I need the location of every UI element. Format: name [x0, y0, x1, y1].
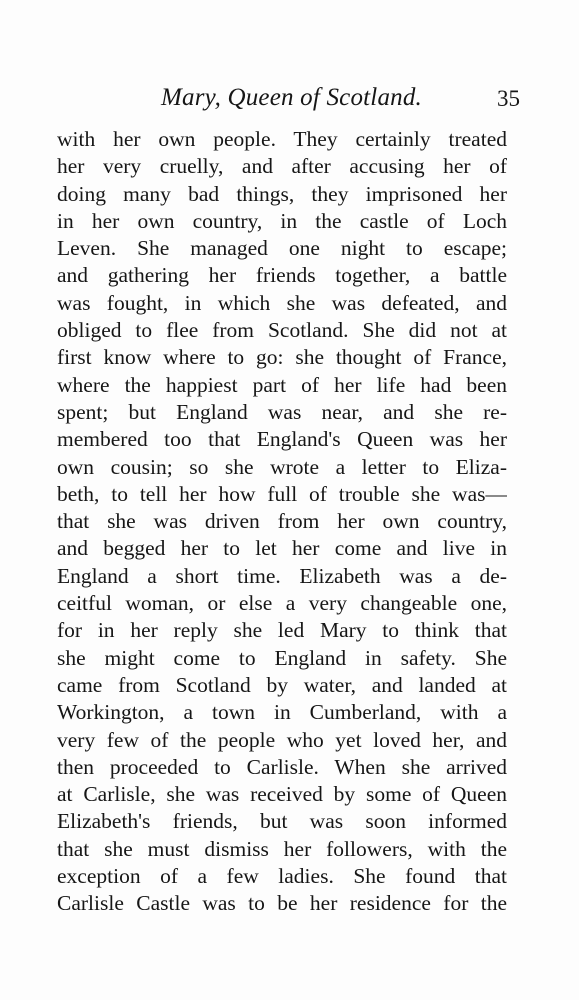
- text-line: first know where to go: she thought of France,: [57, 345, 507, 370]
- text-line: Leven. She managed one night to escape;: [57, 236, 507, 261]
- text-line: at Carlisle, she was received by some of Queen: [57, 782, 507, 807]
- text-line: membered too that England's Queen was her: [57, 427, 507, 452]
- text-line: in her own country, in the castle of Loch: [57, 208, 507, 233]
- running-head: [56, 78, 520, 118]
- text-line: was fought, in which she was defeated, and: [57, 290, 507, 315]
- body-text: [57, 126, 507, 918]
- text-line: for in her reply she led Mary to think that: [57, 618, 507, 643]
- text-line: Elizabeth's friends, but was soon informed: [57, 809, 507, 834]
- text-line: then proceeded to Carlisle. When she arrived: [57, 754, 507, 779]
- text-line: her very cruelly, and after accusing her of: [57, 154, 507, 179]
- text-line: obliged to flee from Scotland. She did not at: [57, 318, 507, 343]
- text-line: that she must dismiss her followers, with the: [57, 836, 507, 861]
- text-line: exception of a few ladies. She found that: [57, 864, 507, 889]
- page-number: 35: [497, 86, 520, 111]
- text-line: with her own people. They certainly treated: [57, 127, 507, 151]
- text-line: and begged her to let her come and live in: [57, 536, 507, 561]
- text-line: Carlisle Castle was to be her residence for the: [57, 891, 507, 916]
- text-line: spent; but England was near, and she re-: [57, 399, 507, 424]
- text-line: and gathering her friends together, a battle: [57, 263, 507, 288]
- text-line: that she was driven from her own country,: [57, 509, 507, 534]
- running-title: Mary, Queen of Scotland.: [161, 84, 423, 111]
- text-line: own cousin; so she wrote a letter to Eliza-: [57, 454, 507, 479]
- text-line: England a short time. Elizabeth was a de-: [57, 563, 507, 588]
- text-line: Workington, a town in Cumberland, with a: [57, 700, 507, 725]
- text-line: where the happiest part of her life had been: [57, 372, 507, 397]
- text-line: came from Scotland by water, and landed at: [57, 672, 507, 697]
- text-line: she might come to England in safety. She: [57, 645, 507, 670]
- text-line: ceitful woman, or else a very changeable one,: [57, 591, 507, 616]
- text-line: very few of the people who yet loved her, and: [57, 727, 507, 752]
- text-line: doing many bad things, they imprisoned her: [57, 181, 507, 206]
- text-line: beth, to tell her how full of trouble she was—: [57, 481, 507, 506]
